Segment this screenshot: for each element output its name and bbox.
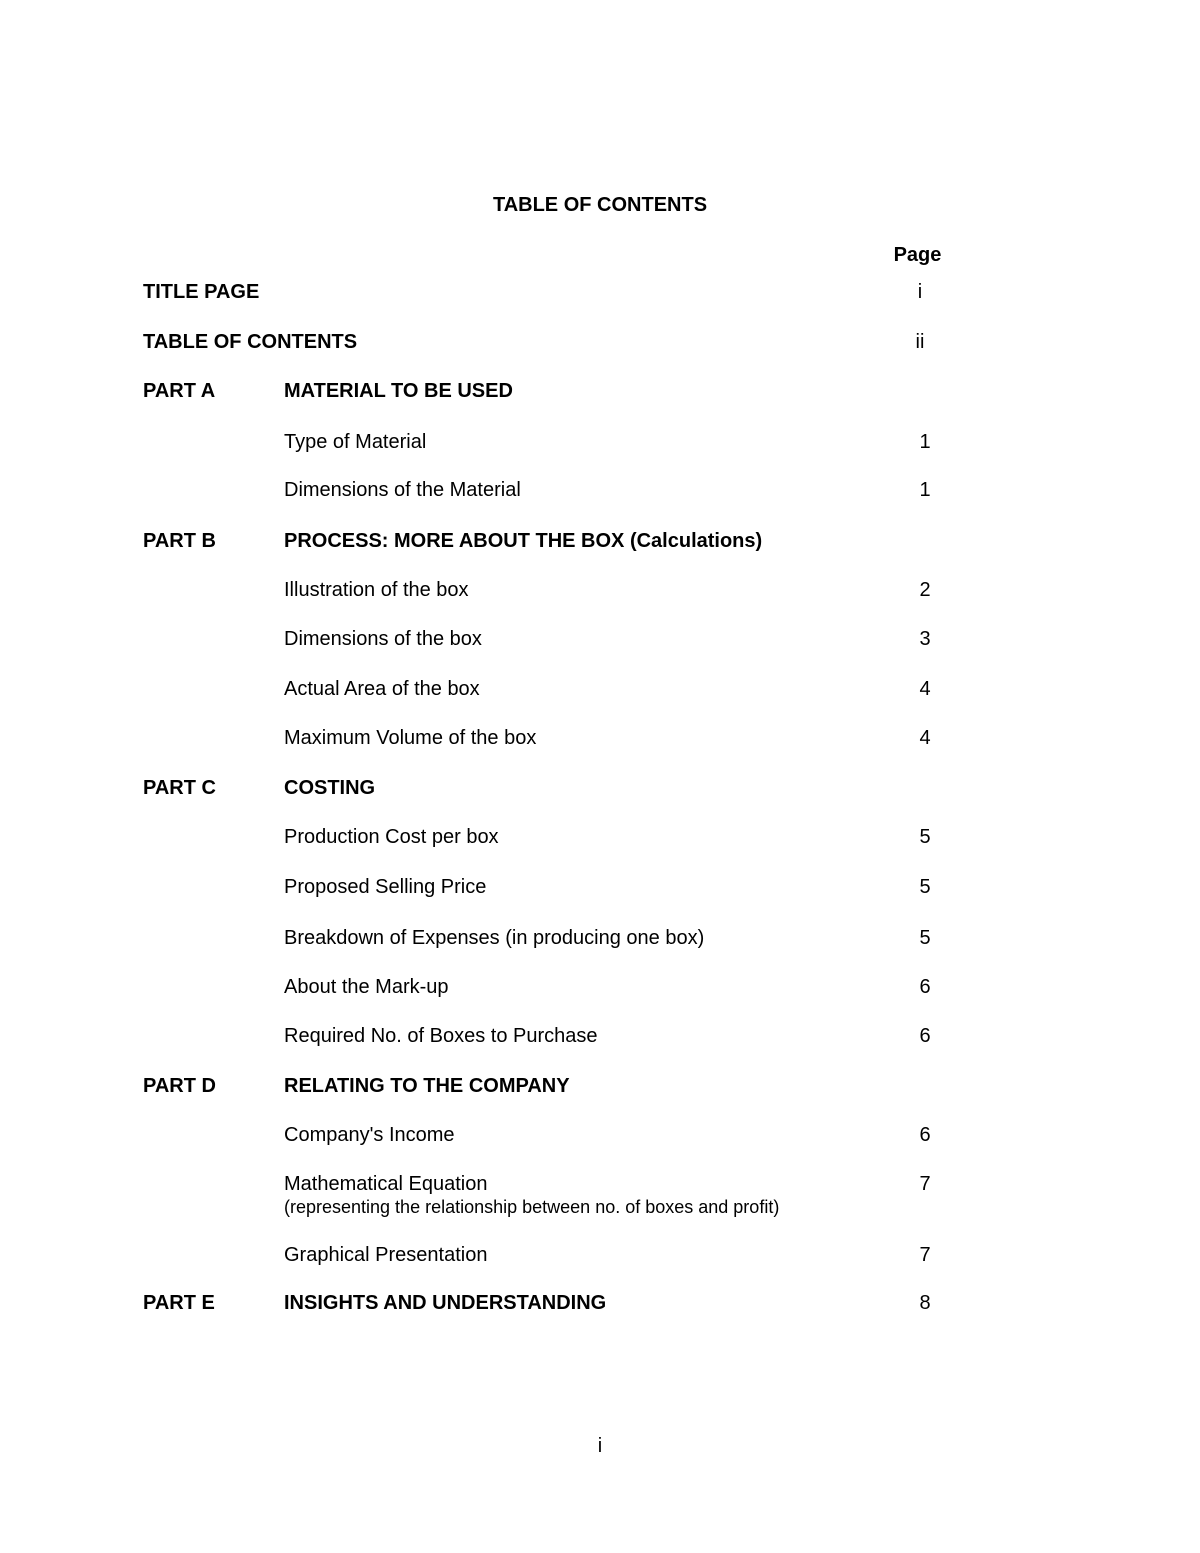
toc-entry-text: Maximum Volume of the box <box>284 727 537 749</box>
toc-entry-text: Dimensions of the Material <box>284 479 521 501</box>
toc-entry-text: Mathematical Equation <box>284 1173 488 1195</box>
toc-entry-text: Breakdown of Expenses (in producing one box) <box>284 927 705 949</box>
part-label: PART A <box>143 380 216 402</box>
part-heading: INSIGHTS AND UNDERSTANDING <box>284 1292 607 1314</box>
part-heading: COSTING <box>284 777 376 799</box>
toc-page-number: 4 <box>919 727 931 749</box>
toc-entry-text: Dimensions of the box <box>284 628 482 650</box>
toc-entry-text: Illustration of the box <box>284 579 469 601</box>
part-label: PART E <box>143 1292 215 1314</box>
toc-page-number: 6 <box>919 1025 931 1047</box>
toc-entry-text: About the Mark-up <box>284 976 449 998</box>
toc-page-number: 1 <box>919 479 931 501</box>
toc-page-number: 5 <box>919 927 931 949</box>
toc-page-number: 7 <box>919 1173 931 1195</box>
part-heading: PROCESS: MORE ABOUT THE BOX (Calculations) <box>284 530 763 552</box>
toc-page-number: 5 <box>919 876 931 898</box>
toc-entry-text: Required No. of Boxes to Purchase <box>284 1025 598 1047</box>
toc-page-number: 4 <box>919 678 931 700</box>
toc-page-number: 6 <box>919 1124 931 1146</box>
toc-page-number: 6 <box>919 976 931 998</box>
toc-entry-text: Graphical Presentation <box>284 1244 488 1266</box>
toc-page-number: i <box>917 281 923 303</box>
part-label: PART D <box>143 1075 216 1097</box>
part-heading: RELATING TO THE COMPANY <box>284 1075 570 1097</box>
toc-entry-text: Type of Material <box>284 431 427 453</box>
toc-entry-text: Actual Area of the box <box>284 678 480 700</box>
page-column-header: Page <box>893 244 942 266</box>
toc-entry-text-block <box>284 1172 779 1218</box>
toc-page-number: 2 <box>919 579 931 601</box>
toc-page-number: 3 <box>919 628 931 650</box>
toc-entry-label: TITLE PAGE <box>143 281 260 303</box>
toc-entry-note: (representing the relationship between no. of boxes and profit) <box>284 1197 780 1217</box>
toc-page-number: ii <box>915 331 925 353</box>
footer-page-number: i <box>597 1435 603 1457</box>
toc-page-number: 1 <box>919 431 931 453</box>
toc-entry-text: Proposed Selling Price <box>284 876 487 898</box>
toc-entry-label: TABLE OF CONTENTS <box>143 331 358 353</box>
part-heading: MATERIAL TO BE USED <box>284 380 513 402</box>
part-label: PART C <box>143 777 216 799</box>
toc-entry-text: Company's Income <box>284 1124 455 1146</box>
toc-page-number: 5 <box>919 826 931 848</box>
toc-entry-text: Production Cost per box <box>284 826 499 848</box>
part-label: PART B <box>143 530 216 552</box>
toc-page-number: 7 <box>919 1244 931 1266</box>
toc-page-number: 8 <box>919 1292 931 1314</box>
toc-title: TABLE OF CONTENTS <box>492 194 708 216</box>
